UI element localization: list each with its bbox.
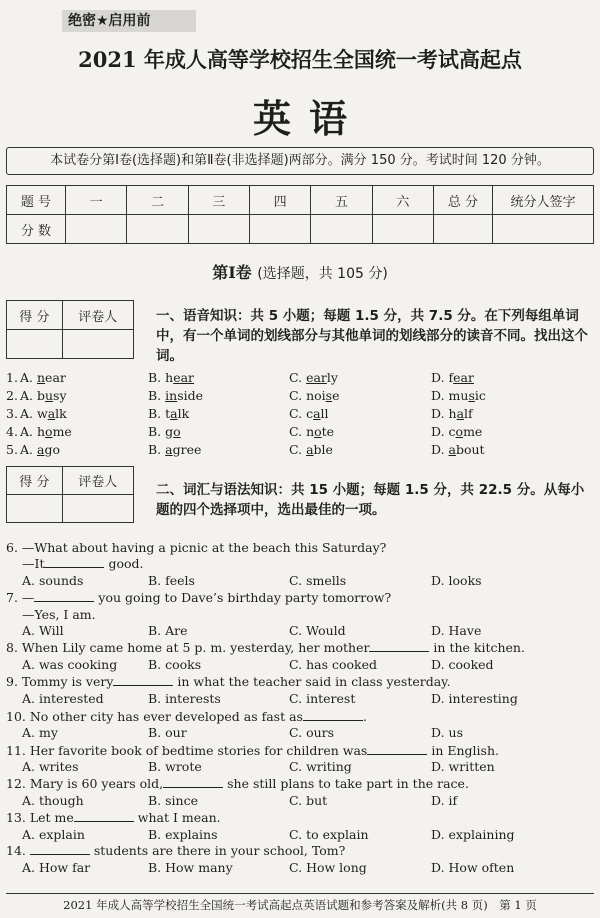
score-cell	[66, 215, 127, 244]
grade-score-cell	[7, 330, 63, 359]
question-stem: 14. students are there in your school, Tom?	[6, 843, 346, 858]
subject-title: 英语	[252, 96, 365, 141]
option-a[interactable]: A. sounds	[22, 573, 84, 588]
option-c[interactable]: C. ours	[289, 725, 335, 740]
grade-grader-label: 评卷人	[62, 301, 133, 330]
option-d[interactable]: D. How often	[431, 860, 515, 875]
option-a[interactable]: A. ago	[20, 442, 60, 457]
question-number: 10.	[6, 709, 30, 724]
option-d[interactable]: D. us	[431, 725, 463, 740]
option-b[interactable]: B. agree	[148, 442, 202, 457]
question-number: 2.	[6, 388, 18, 403]
confidential-label: 绝密★启用前	[62, 10, 196, 32]
option-c[interactable]: C. smells	[289, 573, 347, 588]
question-number: 6.	[6, 540, 22, 555]
answer-blank[interactable]	[367, 743, 427, 755]
cell-total: 总 分	[434, 186, 493, 215]
cell-part-4: 四	[249, 186, 310, 215]
option-b[interactable]: B. talk	[148, 406, 190, 421]
score-cell	[372, 215, 433, 244]
part-2-instruction: 二、词汇与语法知识：共 15 小题；每题 1.5 分，共 22.5 分。从每小题的四个选择项中，选出最佳的一项。	[156, 482, 585, 518]
option-d[interactable]: D. interesting	[431, 691, 518, 706]
option-d[interactable]: D. looks	[431, 573, 482, 588]
score-table	[6, 185, 594, 244]
option-b[interactable]: B. go	[148, 424, 181, 439]
answer-blank[interactable]	[369, 640, 429, 652]
question-stem: —Yes, I am.	[22, 607, 96, 622]
question-number: 14.	[6, 843, 30, 858]
question-number: 3.	[6, 406, 18, 421]
option-c[interactable]: C. interest	[289, 691, 356, 706]
cell-part-2: 二	[127, 186, 188, 215]
answer-blank[interactable]	[44, 556, 104, 568]
score-table-score-row	[7, 215, 594, 244]
option-a[interactable]: A. my	[22, 725, 58, 740]
cell-score-label: 分 数	[7, 215, 66, 244]
option-b[interactable]: B. hear	[148, 370, 195, 385]
option-c[interactable]: C. has cooked	[289, 657, 377, 672]
footer-divider	[6, 893, 594, 894]
question-stem: 8. When Lily came home at 5 p. m. yesterday, her mother in the kitchen.	[6, 640, 525, 655]
option-b[interactable]: B. feels	[148, 573, 195, 588]
cell-part-6: 六	[372, 186, 433, 215]
score-cell	[434, 215, 493, 244]
option-d[interactable]: D. fear	[431, 370, 474, 385]
cell-part-1: 一	[66, 186, 127, 215]
exam-info-box: 本试卷分第Ⅰ卷(选择题)和第Ⅱ卷(非选择题)两部分。满分 150 分。考试时间 120 分钟。	[6, 147, 594, 175]
option-c[interactable]: C. Would	[289, 623, 346, 638]
score-cell	[311, 215, 372, 244]
page-footer: 2021 年成人高等学校招生全国统一考试高起点英语试题和参考答案及解析(共 8 页) 第 1 页	[63, 898, 537, 912]
question-number: 13.	[6, 810, 30, 825]
option-b[interactable]: B. How many	[148, 860, 233, 875]
cell-part-3: 三	[188, 186, 249, 215]
option-a[interactable]: A. near	[20, 370, 66, 385]
question-number: 1.	[6, 370, 18, 385]
option-d[interactable]: D. Have	[431, 623, 482, 638]
option-c[interactable]: C. early	[289, 370, 338, 385]
cell-signature: 统分人签字	[493, 186, 594, 215]
grade-score-label: 得 分	[7, 467, 63, 495]
grade-score-label: 得 分	[7, 301, 63, 330]
option-b[interactable]: B. Are	[148, 623, 188, 638]
option-b[interactable]: B. inside	[148, 388, 204, 403]
exam-title: 2021 年成人高等学校招生全国统一考试高起点	[78, 47, 522, 72]
option-b[interactable]: B. since	[148, 793, 198, 808]
answer-blank[interactable]	[303, 709, 363, 721]
question-stem: 12. Mary is 60 years old, she still plans to take part in the race.	[6, 776, 469, 791]
answer-blank[interactable]	[74, 810, 134, 822]
option-c[interactable]: C. able	[289, 442, 333, 457]
option-c[interactable]: C. call	[289, 406, 329, 421]
question-number: 4.	[6, 424, 18, 439]
score-cell	[127, 215, 188, 244]
section-1-subtitle: (选择题，共 105 分)	[257, 266, 388, 282]
option-a[interactable]: A. though	[22, 793, 84, 808]
grade-grader-cell	[62, 495, 133, 523]
option-b[interactable]: B. wrote	[148, 759, 202, 774]
option-d[interactable]: D. half	[431, 406, 473, 421]
grade-grader-cell	[62, 330, 133, 359]
score-table-header-row	[7, 186, 594, 215]
grade-score-cell	[7, 495, 63, 523]
option-b[interactable]: B. cooks	[148, 657, 202, 672]
question-number: 11.	[6, 743, 30, 758]
question-number: 5.	[6, 442, 18, 457]
option-a[interactable]: A. interested	[22, 691, 104, 706]
score-cell	[188, 215, 249, 244]
option-a[interactable]: A. was cooking	[22, 657, 118, 672]
grade-grader-label: 评卷人	[62, 467, 133, 495]
option-b[interactable]: B. explains	[148, 827, 218, 842]
score-cell	[493, 215, 594, 244]
question-number: 12.	[6, 776, 30, 791]
answer-blank[interactable]	[113, 674, 173, 686]
option-b[interactable]: B. interests	[148, 691, 221, 706]
option-a[interactable]: A. writes	[22, 759, 79, 774]
answer-blank[interactable]	[30, 843, 90, 855]
cell-part-5: 五	[311, 186, 372, 215]
part-1-instruction: 一、语音知识：共 5 小题；每题 1.5 分，共 7.5 分。在下列每组单词中，有一个单词的划线部分与其他单词的划线部分的读音不同。找出这个词。	[156, 308, 588, 364]
question-number: 7.	[6, 590, 22, 605]
question-number: 9.	[6, 674, 22, 689]
option-a[interactable]: A. explain	[22, 827, 85, 842]
question-stem: 6. —What about having a picnic at the beach this Saturday?	[6, 540, 387, 555]
option-a[interactable]: A. walk	[20, 406, 67, 421]
score-cell	[249, 215, 310, 244]
option-d[interactable]: D. written	[431, 759, 495, 774]
option-c[interactable]: C. note	[289, 424, 335, 439]
option-d[interactable]: D. explaining	[431, 827, 515, 842]
option-a[interactable]: A. home	[20, 424, 72, 439]
cell-label: 题 号	[7, 186, 66, 215]
option-d[interactable]: D. come	[431, 424, 483, 439]
question-stem: —It good.	[22, 556, 144, 571]
section-1-title: 第Ⅰ卷	[212, 263, 252, 282]
option-a[interactable]: A. busy	[20, 388, 67, 403]
grade-box-1	[6, 300, 134, 359]
option-d[interactable]: D. about	[431, 442, 485, 457]
option-c[interactable]: C. writing	[289, 759, 352, 774]
option-d[interactable]: D. cooked	[431, 657, 494, 672]
question-stem: 13. Let me what I mean.	[6, 810, 221, 825]
option-c[interactable]: C. noise	[289, 388, 340, 403]
option-c[interactable]: C. but	[289, 793, 328, 808]
question-stem: 7. — you going to Dave’s birthday party tomorrow?	[6, 590, 392, 605]
section-1-heading	[0, 260, 600, 283]
option-a[interactable]: A. How far	[22, 860, 91, 875]
option-c[interactable]: C. to explain	[289, 827, 369, 842]
question-number: 8.	[6, 640, 22, 655]
option-d[interactable]: D. if	[431, 793, 458, 808]
question-stem: 11. Her favorite book of bedtime stories for children was in English.	[6, 743, 499, 758]
option-c[interactable]: C. How long	[289, 860, 367, 875]
option-d[interactable]: D. music	[431, 388, 486, 403]
question-stem: 10. No other city has ever developed as fast as .	[6, 709, 367, 724]
answer-blank[interactable]	[163, 776, 223, 788]
question-stem: 9. Tommy is very in what the teacher said in class yesterday.	[6, 674, 451, 689]
grade-box-2	[6, 466, 134, 523]
option-a[interactable]: A. Will	[22, 623, 64, 638]
option-b[interactable]: B. our	[148, 725, 187, 740]
answer-blank[interactable]	[34, 590, 94, 602]
